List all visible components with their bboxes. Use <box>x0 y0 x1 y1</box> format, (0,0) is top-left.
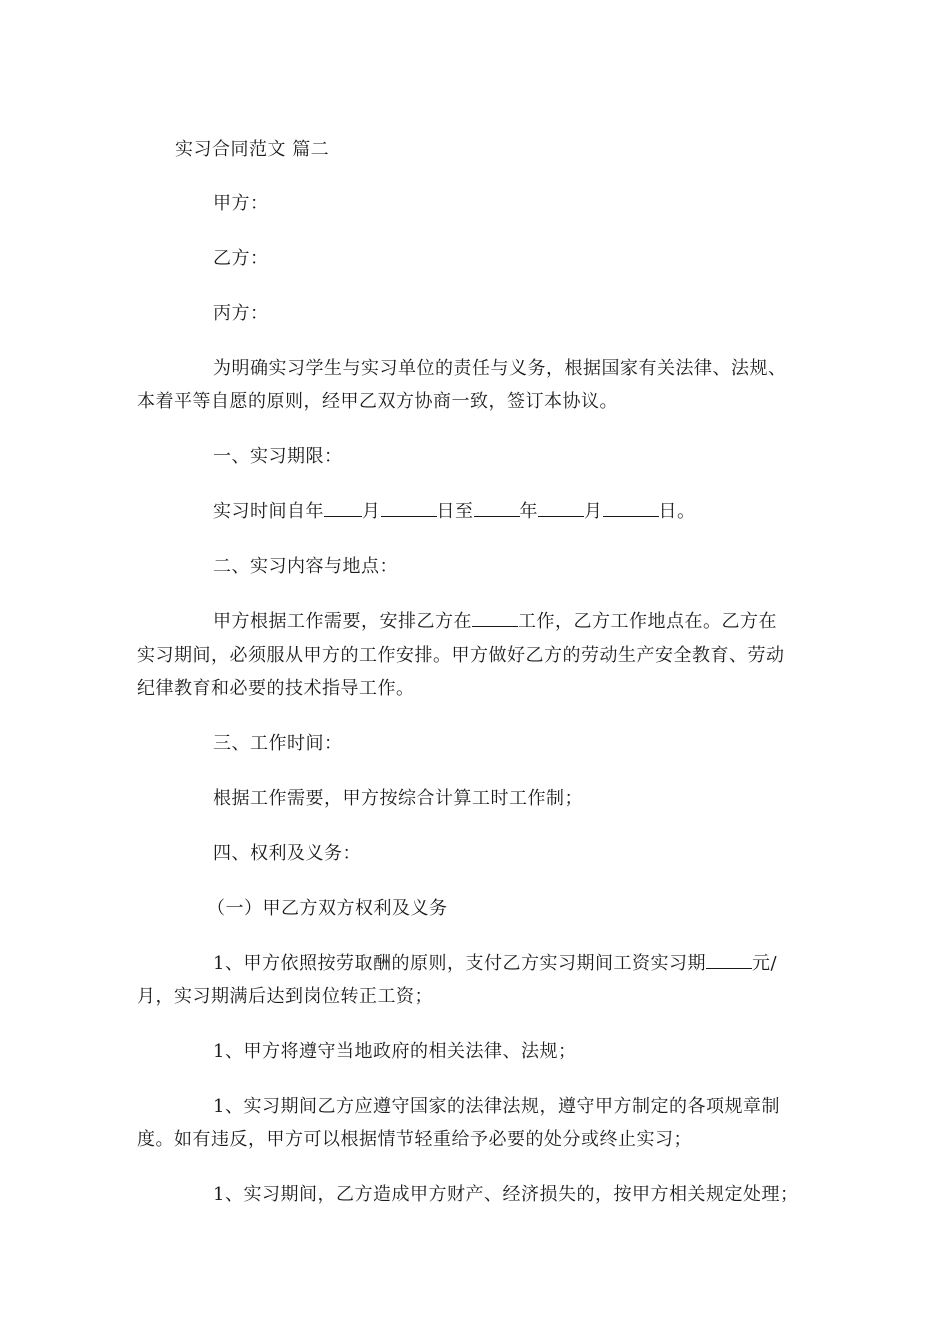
internship-period-line <box>137 496 827 528</box>
party-c-label: 丙方： <box>213 303 269 324</box>
period-text-1: 实习时间自年 <box>213 501 324 522</box>
intro-line-1: 为明确实习学生与实习单位的责任与义务，根据国家有关法律、法规、 <box>213 358 787 379</box>
blank-field <box>474 496 520 517</box>
section-2-line-1a: 甲方根据工作需要，安排乙方在 <box>213 611 472 632</box>
blank-field <box>538 496 584 517</box>
intro-line-2: 本着平等自愿的原则，经甲乙双方协商一致，签订本协议。 <box>137 391 618 412</box>
item-3-line-1: 1、实习期间乙方应遵守国家的法律法规，遵守甲方制定的各项规章制 <box>213 1096 780 1117</box>
blank-field <box>706 948 752 969</box>
period-text-6: 日。 <box>658 501 696 522</box>
section-2-line-1b: 工作，乙方工作地点在。乙方在 <box>518 611 777 632</box>
section-3-body: 根据工作需要，甲方按综合计算工时工作制； <box>213 788 583 809</box>
section-3-heading: 三、工作时间： <box>213 733 343 754</box>
item-1-text-b: 元/ <box>751 953 778 974</box>
item-1-line-1 <box>137 948 827 980</box>
party-a-label: 甲方： <box>213 193 269 214</box>
item-1-text-a: 1、甲方依照按劳取酬的原则，支付乙方实习期间工资实习期 <box>213 953 706 974</box>
document-title: 实习合同范文 篇二 <box>175 139 330 160</box>
blank-field <box>472 606 518 627</box>
blank-field <box>381 496 437 517</box>
period-text-5: 月 <box>584 501 603 522</box>
item-4: 1、实习期间，乙方造成甲方财产、经济损失的，按甲方相关规定处理； <box>213 1184 799 1205</box>
period-text-2: 月 <box>362 501 381 522</box>
section-2-line-3: 纪律教育和必要的技术指导工作。 <box>137 678 415 699</box>
period-text-4: 年 <box>519 501 538 522</box>
item-2: 1、甲方将遵守当地政府的相关法律、法规； <box>213 1041 577 1062</box>
section-2-line-1 <box>137 606 827 638</box>
period-text-3: 日至 <box>436 501 474 522</box>
party-b-label: 乙方： <box>213 248 269 269</box>
item-1-line-2: 月，实习期满后达到岗位转正工资； <box>137 986 433 1007</box>
section-1-heading: 一、实习期限： <box>213 446 343 467</box>
blank-field <box>603 496 659 517</box>
section-2-heading: 二、实习内容与地点： <box>213 556 398 577</box>
section-2-line-2: 实习期间，必须服从甲方的工作安排。甲方做好乙方的劳动生产安全教育、劳动 <box>137 645 785 666</box>
section-4-sub-1: （一）甲乙方双方权利及义务 <box>207 898 448 919</box>
item-3-line-2: 度。如有违反，甲方可以根据情节轻重给予必要的处分或终止实习； <box>137 1129 692 1150</box>
blank-field <box>324 496 362 517</box>
section-4-heading: 四、权利及义务： <box>213 843 361 864</box>
